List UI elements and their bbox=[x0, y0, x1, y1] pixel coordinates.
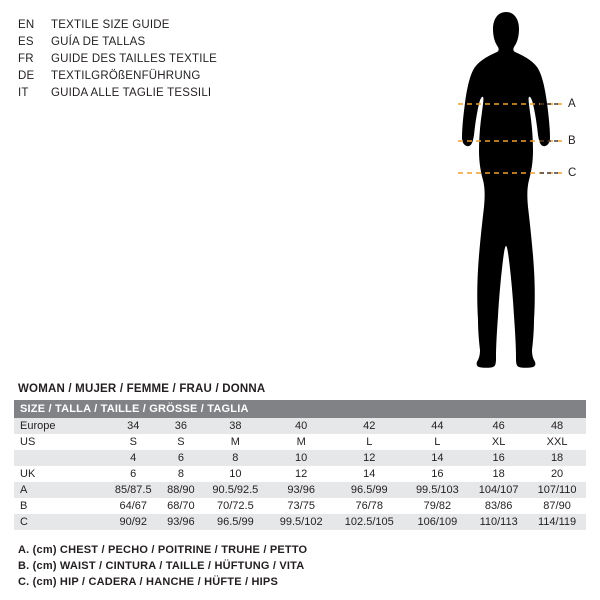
footnote-c: C. (cm) HIP / CADERA / HANCHE / HÜFTE / HIPS bbox=[18, 576, 278, 588]
cell-c-5: 102.5/105 bbox=[333, 514, 406, 530]
cell-usnum-2: 6 bbox=[160, 450, 201, 466]
cell-europe-8: 48 bbox=[528, 418, 586, 434]
cell-usnum-5: 12 bbox=[333, 450, 406, 466]
legend-text-it: GUIDA ALLE TAGLIE TESSILI bbox=[51, 87, 212, 99]
cell-uk-3: 10 bbox=[201, 466, 269, 482]
cell-us-4: M bbox=[269, 434, 333, 450]
cell-us-3: M bbox=[201, 434, 269, 450]
measure-label-c: C bbox=[568, 167, 577, 179]
cell-a-1: 85/87.5 bbox=[106, 482, 160, 498]
cell-usnum-1: 4 bbox=[106, 450, 160, 466]
cell-a-5: 96.5/99 bbox=[333, 482, 406, 498]
cell-uk-6: 16 bbox=[406, 466, 470, 482]
size-table bbox=[14, 400, 586, 530]
table-row bbox=[14, 418, 586, 434]
section-heading-woman: WOMAN / MUJER / FEMME / FRAU / DONNA bbox=[18, 383, 266, 395]
cell-us-2: S bbox=[160, 434, 201, 450]
cell-us-8: XXL bbox=[528, 434, 586, 450]
row-label-us: US bbox=[14, 434, 106, 450]
cell-b-2: 68/70 bbox=[160, 498, 201, 514]
legend-row-es bbox=[18, 34, 318, 51]
cell-usnum-3: 8 bbox=[201, 450, 269, 466]
table-header-cell: SIZE / TALLA / TAILLE / GRÖSSE / TAGLIA bbox=[14, 400, 586, 418]
legend-row-it bbox=[18, 85, 318, 102]
cell-uk-5: 14 bbox=[333, 466, 406, 482]
table-header-row bbox=[14, 400, 586, 418]
cell-uk-1: 6 bbox=[106, 466, 160, 482]
cell-uk-4: 12 bbox=[269, 466, 333, 482]
cell-us-5: L bbox=[333, 434, 406, 450]
table-row bbox=[14, 482, 586, 498]
cell-b-5: 76/78 bbox=[333, 498, 406, 514]
cell-b-4: 73/75 bbox=[269, 498, 333, 514]
legend-text-de: TEXTILGRÖßENFÜHRUNG bbox=[51, 70, 201, 82]
cell-c-3: 96.5/99 bbox=[201, 514, 269, 530]
row-label-c: C bbox=[14, 514, 106, 530]
cell-europe-6: 44 bbox=[406, 418, 470, 434]
female-silhouette-figure bbox=[430, 8, 590, 378]
table-row bbox=[14, 434, 586, 450]
legend-code-en: EN bbox=[18, 19, 35, 31]
table-row bbox=[14, 466, 586, 482]
legend-code-es: ES bbox=[18, 36, 34, 48]
table-row bbox=[14, 450, 586, 466]
cell-europe-3: 38 bbox=[201, 418, 269, 434]
cell-c-4: 99.5/102 bbox=[269, 514, 333, 530]
cell-uk-2: 8 bbox=[160, 466, 201, 482]
legend-row-de bbox=[18, 68, 318, 85]
cell-usnum-4: 10 bbox=[269, 450, 333, 466]
legend-text-fr: GUIDE DES TAILLES TEXTILE bbox=[51, 53, 218, 65]
cell-usnum-6: 14 bbox=[406, 450, 470, 466]
legend-text-en: TEXTILE SIZE GUIDE bbox=[51, 19, 170, 31]
silhouette-icon bbox=[430, 8, 590, 378]
row-label-uk: UK bbox=[14, 466, 106, 482]
cell-c-7: 110/113 bbox=[469, 514, 528, 530]
cell-europe-1: 34 bbox=[106, 418, 160, 434]
row-label-b: B bbox=[14, 498, 106, 514]
cell-a-3: 90.5/92.5 bbox=[201, 482, 269, 498]
cell-b-3: 70/72.5 bbox=[201, 498, 269, 514]
cell-a-8: 107/110 bbox=[528, 482, 586, 498]
cell-c-1: 90/92 bbox=[106, 514, 160, 530]
size-table-body bbox=[14, 418, 586, 530]
cell-us-1: S bbox=[106, 434, 160, 450]
cell-europe-7: 46 bbox=[469, 418, 528, 434]
table-row bbox=[14, 498, 586, 514]
footnote-b: B. (cm) WAIST / CINTURA / TAILLE / HÜFTUNG / VITA bbox=[18, 560, 305, 572]
cell-a-2: 88/90 bbox=[160, 482, 201, 498]
legend-text-es: GUÍA DE TALLAS bbox=[51, 36, 146, 48]
cell-usnum-7: 16 bbox=[469, 450, 528, 466]
cell-us-7: XL bbox=[469, 434, 528, 450]
cell-europe-4: 40 bbox=[269, 418, 333, 434]
legend-code-fr: FR bbox=[18, 53, 34, 65]
measure-label-b: B bbox=[568, 135, 576, 147]
cell-c-6: 106/109 bbox=[406, 514, 470, 530]
footnote-a: A. (cm) CHEST / PECHO / POITRINE / TRUHE / PETTO bbox=[18, 544, 308, 556]
cell-a-6: 99.5/103 bbox=[406, 482, 470, 498]
row-label-a: A bbox=[14, 482, 106, 498]
measure-label-a: A bbox=[568, 98, 576, 110]
cell-c-2: 93/96 bbox=[160, 514, 201, 530]
legend-row-fr bbox=[18, 51, 318, 68]
row-label-us-numeric bbox=[14, 450, 106, 466]
cell-b-8: 87/90 bbox=[528, 498, 586, 514]
cell-usnum-8: 18 bbox=[528, 450, 586, 466]
table-row bbox=[14, 514, 586, 530]
cell-europe-2: 36 bbox=[160, 418, 201, 434]
language-legend bbox=[18, 17, 318, 102]
cell-b-6: 79/82 bbox=[406, 498, 470, 514]
cell-a-4: 93/96 bbox=[269, 482, 333, 498]
size-table-head bbox=[14, 400, 586, 418]
cell-us-6: L bbox=[406, 434, 470, 450]
cell-b-7: 83/86 bbox=[469, 498, 528, 514]
cell-c-8: 114/119 bbox=[528, 514, 586, 530]
legend-row-en bbox=[18, 17, 318, 34]
cell-a-7: 104/107 bbox=[469, 482, 528, 498]
legend-code-it: IT bbox=[18, 87, 29, 99]
cell-b-1: 64/67 bbox=[106, 498, 160, 514]
measurement-footnotes bbox=[18, 542, 578, 590]
cell-uk-8: 20 bbox=[528, 466, 586, 482]
legend-code-de: DE bbox=[18, 70, 35, 82]
cell-uk-7: 18 bbox=[469, 466, 528, 482]
row-label-europe: Europe bbox=[14, 418, 106, 434]
cell-europe-5: 42 bbox=[333, 418, 406, 434]
